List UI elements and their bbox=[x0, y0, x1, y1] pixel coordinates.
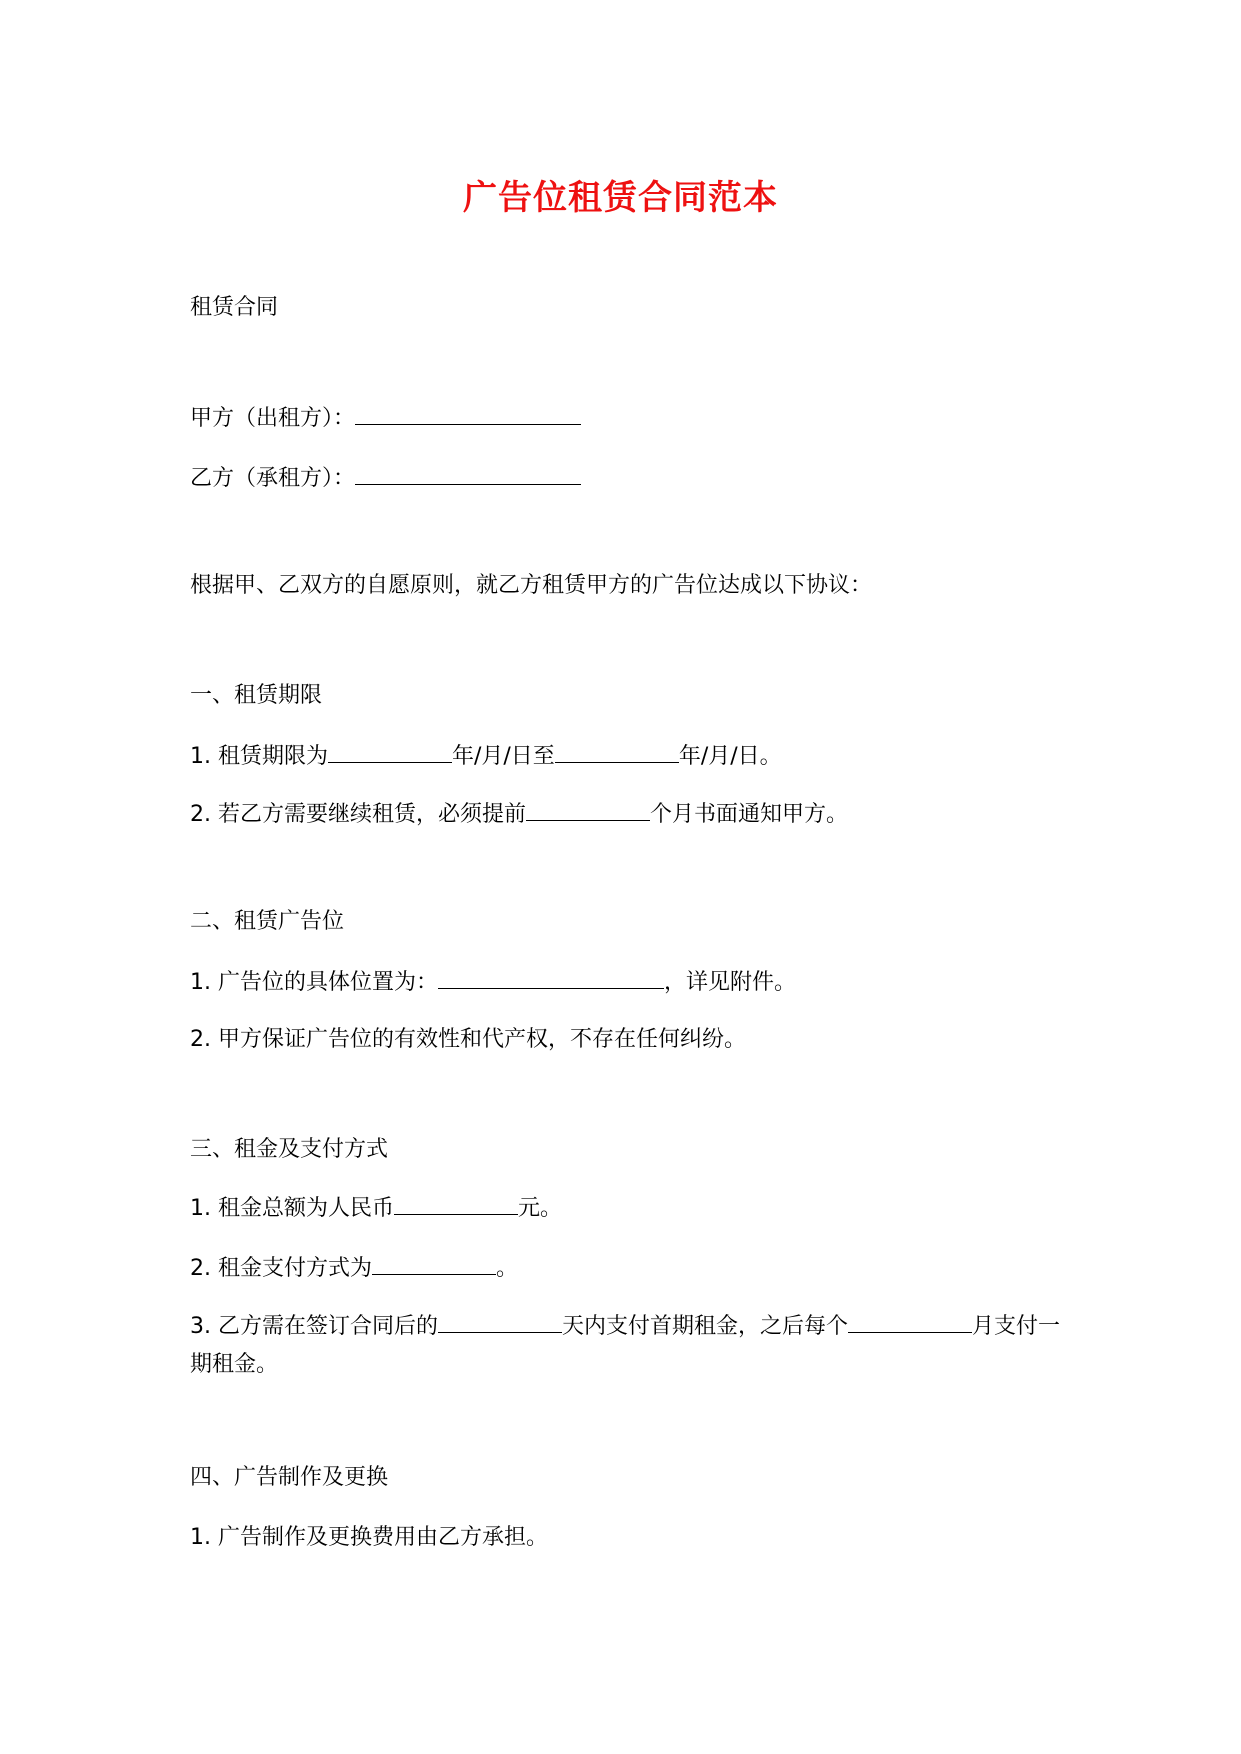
section-2-heading: 二、租赁广告位 bbox=[190, 909, 345, 934]
text-segment: 个月书面通知甲方。 bbox=[650, 802, 849, 827]
party-a-line bbox=[190, 398, 1070, 439]
party-a-blank bbox=[355, 398, 581, 425]
end-date-blank bbox=[555, 736, 679, 763]
section-2-item-2: 2. 甲方保证广告位的有效性和代产权，不存在任何纠纷。 bbox=[190, 1027, 746, 1052]
payment-interval-blank bbox=[848, 1306, 972, 1333]
text-segment: 3. 乙方需在签订合同后的 bbox=[190, 1314, 438, 1339]
document-title: 广告位租赁合同范本 bbox=[463, 178, 778, 218]
section-2-item-1 bbox=[190, 962, 1070, 1003]
text-segment: 2. 租金支付方式为 bbox=[190, 1256, 372, 1281]
section-1-item-1 bbox=[190, 736, 1070, 777]
party-b-blank bbox=[355, 458, 581, 485]
start-date-blank bbox=[328, 736, 452, 763]
text-segment: 年/月/日。 bbox=[678, 744, 782, 769]
text-segment: 天内支付首期租金，之后每个 bbox=[561, 1314, 848, 1339]
notice-months-blank bbox=[526, 794, 650, 821]
party-a-label: 甲方（出租方）： bbox=[190, 406, 356, 431]
contract-subtitle: 租赁合同 bbox=[190, 295, 279, 320]
rent-amount-blank bbox=[394, 1188, 518, 1215]
section-4-item-1: 1. 广告制作及更换费用由乙方承担。 bbox=[190, 1525, 548, 1550]
payment-method-blank bbox=[372, 1248, 496, 1275]
text-segment: 月支付一期租金。 bbox=[190, 1314, 1061, 1377]
first-payment-days-blank bbox=[438, 1306, 562, 1333]
section-3-heading: 三、租金及支付方式 bbox=[190, 1137, 389, 1162]
text-segment: 1. 租赁期限为 bbox=[190, 744, 328, 769]
text-segment: 1. 租金总额为人民币 bbox=[190, 1196, 394, 1221]
text-segment: 2. 若乙方需要继续租赁，必须提前 bbox=[190, 802, 526, 827]
text-segment: 。 bbox=[495, 1256, 518, 1281]
text-segment: ，详见附件。 bbox=[663, 970, 796, 995]
text-segment: 元。 bbox=[517, 1196, 562, 1221]
section-1-item-2 bbox=[190, 794, 1070, 835]
party-b-line bbox=[190, 458, 1070, 499]
preamble: 根据甲、乙双方的自愿原则，就乙方租赁甲方的广告位达成以下协议： bbox=[190, 573, 873, 598]
party-b-label: 乙方（承租方）： bbox=[190, 466, 356, 491]
section-4-heading: 四、广告制作及更换 bbox=[190, 1465, 389, 1490]
section-3-item-3 bbox=[190, 1306, 1070, 1384]
location-blank bbox=[438, 962, 664, 989]
section-1-heading: 一、租赁期限 bbox=[190, 683, 323, 708]
section-3-item-2 bbox=[190, 1248, 1070, 1289]
text-segment: 1. 广告位的具体位置为： bbox=[190, 970, 438, 995]
text-segment: 年/月/日至 bbox=[451, 744, 555, 769]
section-3-item-1 bbox=[190, 1188, 1070, 1229]
